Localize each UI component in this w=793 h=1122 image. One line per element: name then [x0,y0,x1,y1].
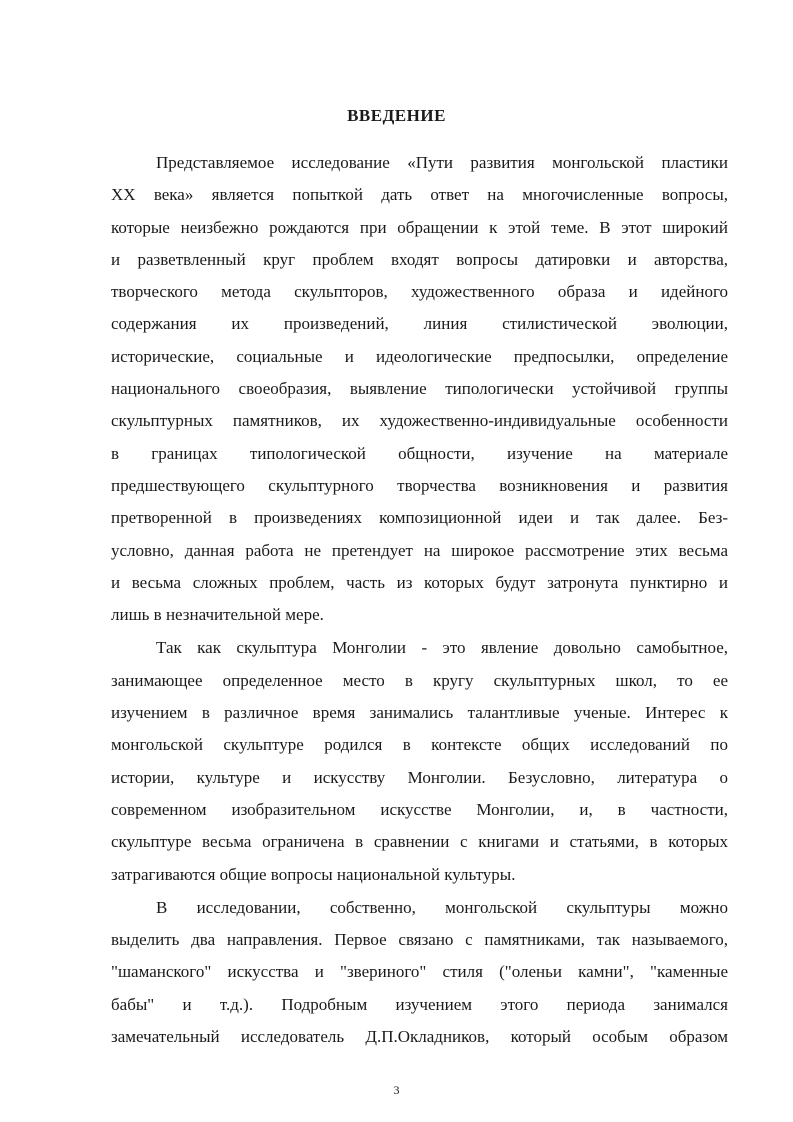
paragraph-2 [111,632,728,890]
text-line: претворенной в произведениях композиционной идеи и так далее. Без- [111,508,728,528]
text-line: Так как скульптура Монголии - это явление довольно самобытное, [156,638,728,658]
text-line: и весьма сложных проблем, часть из которых будут затронута пунктирно и [111,572,728,592]
paragraph-1 [111,147,728,631]
paragraph-3 [111,892,728,1053]
text-line: скульптуре весьма ограничена в сравнении с книгами и статьями, в которых [111,832,728,852]
text-line: предшествующего скульптурного творчества возникновения и развития [111,475,728,495]
page-title: ВВЕДЕНИЕ [347,106,446,125]
text-line: которые неизбежно рождаются при обращении к этой теме. В этот широкий [111,217,728,237]
text-line: В исследовании, собственно, монгольской скульптуры можно [156,897,728,917]
text-line: исторические, социальные и идеологические предпосылки, определение [111,346,728,366]
text-line: скульптурных памятников, их художественно-индивидуальные особенности [111,411,728,431]
text-line: "шаманского" искусства и "звериного" стиля ("оленьи камни", "каменные [111,962,728,982]
text-line: национального своеобразия, выявление типологически устойчивой группы [111,379,728,399]
text-line: замечательный исследователь Д.П.Окладников, который особым образом [111,1027,728,1047]
text-line: современном изобразительном искусстве Монголии, и, в частности, [111,799,728,819]
text-line: XX века» является попыткой дать ответ на многочисленные вопросы, [111,185,728,205]
page-number: 3 [393,1083,400,1097]
text-line: содержания их произведений, линия стилистической эволюции, [111,314,728,334]
text-line: затрагиваются общие вопросы национальной культуры. [111,864,516,884]
text-line: в границах типологической общности, изучение на материале [111,443,728,463]
text-line: лишь в незначительной мере. [111,605,324,625]
text-line: изучением в различное время занимались талантливые ученые. Интерес к [111,703,728,723]
text-line: выделить два направления. Первое связано с памятниками, так называемого, [111,930,728,950]
text-line: творческого метода скульпторов, художественного образа и идейного [111,282,728,302]
text-line: занимающее определенное место в кругу скульптурных школ, то ее [111,670,728,690]
text-line: бабы" и т.д.). Подробным изучением этого периода занимался [111,994,728,1014]
text-line: истории, культуре и искусству Монголии. Безусловно, литература о [111,767,728,787]
text-line: монгольской скульптуре родился в контексте общих исследований по [111,735,728,755]
body-text [111,147,728,1054]
text-line: Представляемое исследование «Пути развития монгольской пластики [156,153,728,172]
text-line: условно, данная работа не претендует на широкое рассмотрение этих весьма [111,540,728,560]
text-line: и разветвленный круг проблем входят вопросы датировки и авторства, [111,249,728,269]
